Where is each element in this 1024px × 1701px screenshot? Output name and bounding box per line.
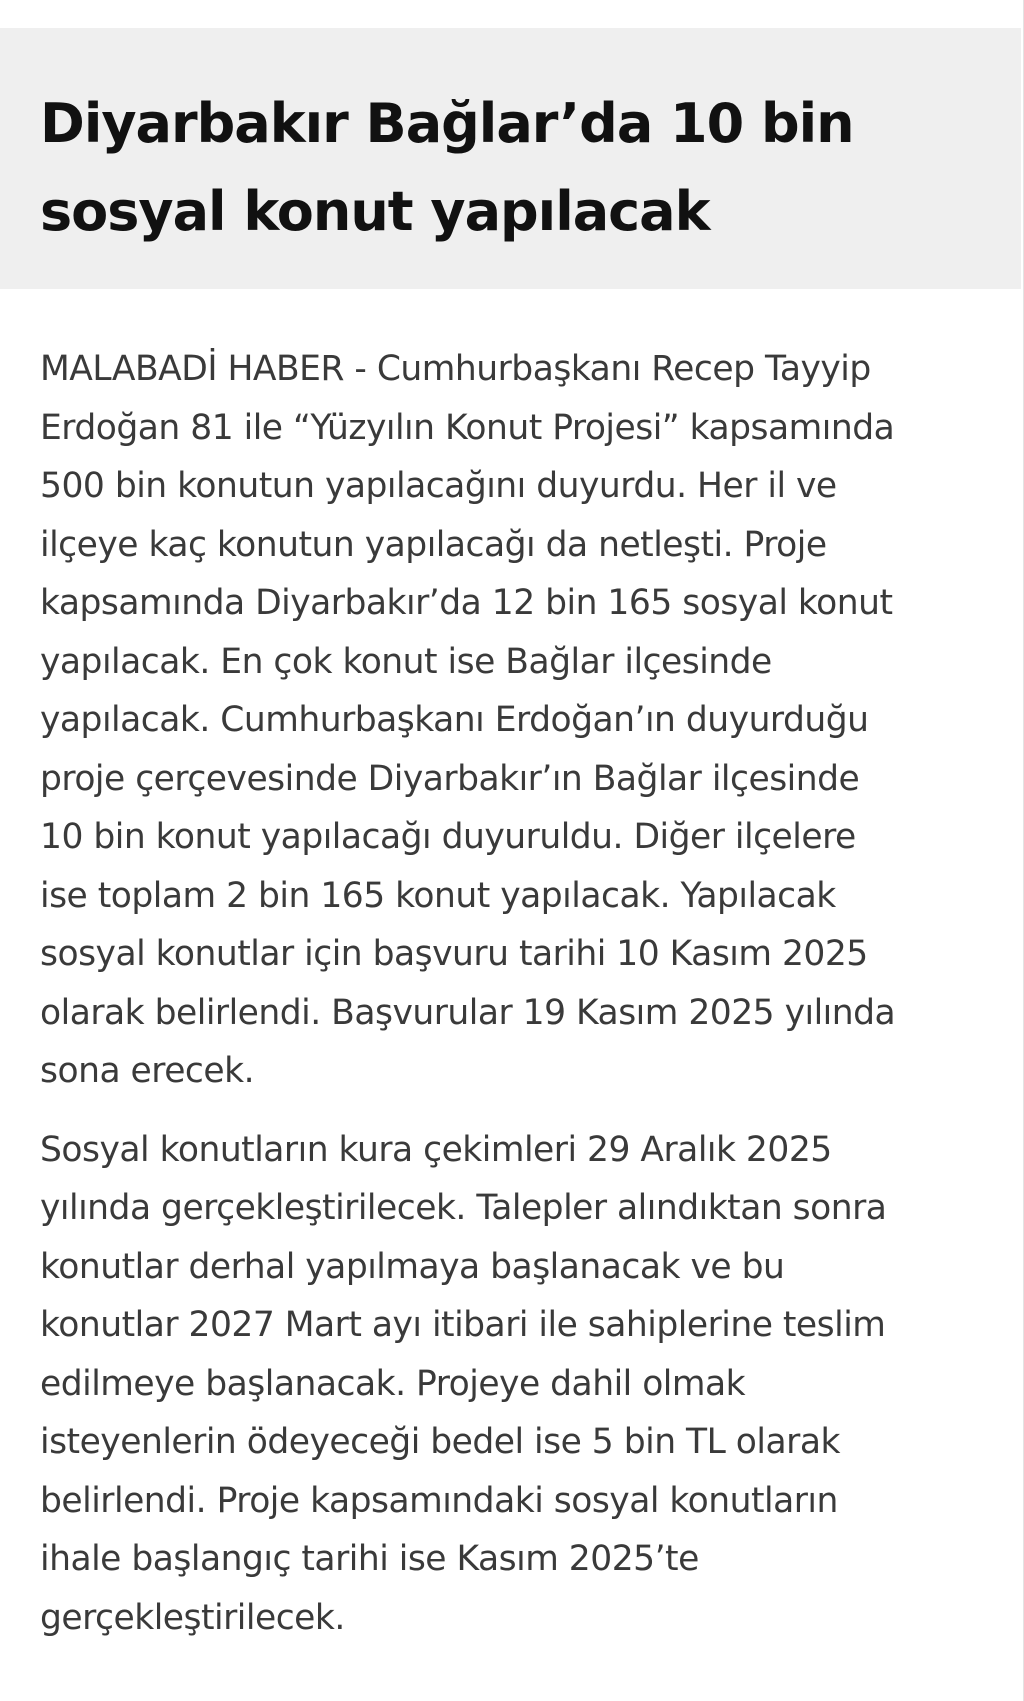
- paragraph-line: yapılacak. En çok konut ise Bağlar ilçesinde: [40, 641, 772, 682]
- paragraph-line: kapsamında Diyarbakır’da 12 bin 165 sosyal konut: [40, 583, 893, 623]
- paragraph-line: isteyenlerin ödeyeceği bedel ise 5 bin TL olarak: [40, 1422, 840, 1462]
- article-paragraph: [40, 340, 1000, 1101]
- paragraph-line: olarak belirlendi. Başvurular 19 Kasım 2025 yılında: [40, 992, 896, 1033]
- paragraph-line: edilmeye başlanacak. Projeye dahil olmak: [40, 1363, 746, 1404]
- paragraph-line: ilçeye kaç konutun yapılacağı da netleşti. Proje: [40, 524, 827, 565]
- paragraph-line: sona erecek.: [40, 1051, 255, 1091]
- paragraph-line: yapılacak. Cumhurbaşkanı Erdoğan’ın duyurduğu: [40, 700, 869, 740]
- article-body: [40, 340, 1000, 1647]
- paragraph-line: 10 bin konut yapılacağı duyuruldu. Diğer ilçelere: [40, 817, 856, 857]
- paragraph-line: belirlendi. Proje kapsamındaki sosyal konutların: [40, 1480, 838, 1521]
- paragraph-line: Sosyal konutların kura çekimleri 29 Aralık 2025: [40, 1129, 832, 1170]
- paragraph-line: konutlar 2027 Mart ayı itibari ile sahiplerine teslim: [40, 1305, 886, 1345]
- headline-line: sosyal konut yapılacak: [40, 180, 710, 243]
- article-paragraph: [40, 1121, 1000, 1648]
- headline-line: Diyarbakır Bağlar’da 10 bin: [40, 92, 854, 155]
- paragraph-line: sosyal konutlar için başvuru tarihi 10 Kasım 2025: [40, 934, 868, 974]
- paragraph-line: Erdoğan 81 ile “Yüzyılın Konut Projesi” kapsamında: [40, 407, 895, 448]
- paragraph-line: gerçekleştirilecek.: [40, 1597, 345, 1638]
- paragraph-line: konutlar derhal yapılmaya başlanacak ve bu: [40, 1246, 785, 1287]
- paragraph-line: yılında gerçekleştirilecek. Talepler alındıktan sonra: [40, 1188, 887, 1228]
- paragraph-line: proje çerçevesinde Diyarbakır’ın Bağlar ilçesinde: [40, 758, 860, 799]
- paragraph-line: 500 bin konutun yapılacağını duyurdu. Her il ve: [40, 466, 837, 506]
- headline: [40, 80, 1000, 256]
- paragraph-line: MALABADİ HABER - Cumhurbaşkanı Recep Tayyip: [40, 349, 871, 389]
- paragraph-line: ise toplam 2 bin 165 konut yapılacak. Yapılacak: [40, 875, 836, 916]
- paragraph-line: ihale başlangıç tarihi ise Kasım 2025’te: [40, 1539, 699, 1579]
